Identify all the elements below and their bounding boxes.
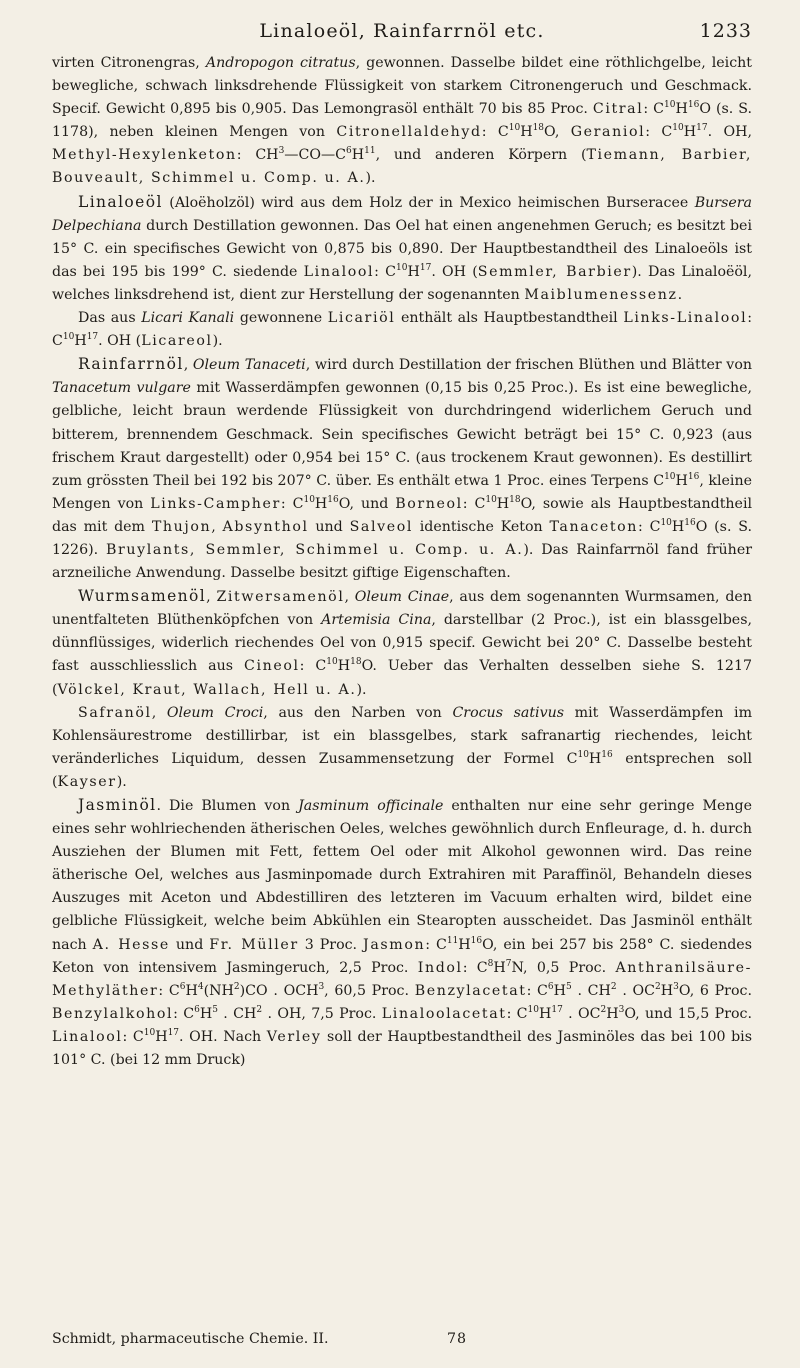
formula-index: 10 [508, 123, 521, 134]
formula-index: 10 [577, 749, 589, 760]
text-run: mit Wasserdämpfen gewonnen (0,15 bis 0,25 Proc.). Es ist eine bewegliche, gelbliche, leicht braun werdende Flüssigkeit von durchdringend widerlichem Geruch und bitterem, brennendem Geschmack. Sein specifisches Gewicht beträgt bei 15° C. 0,923 (aus frischem Kraut dargestellt) oder 0,954 bei 15° C. (aus trockenem Kraut gewonnen). Es destillirt zum grössten Theil bei 192 bis 207° C. über. Es enthält etwa 1 Proc. eines Terpens C [52, 380, 753, 489]
formula-index: 18 [350, 657, 362, 668]
formula-index: 6 [346, 146, 352, 157]
text-run: . Die Blumen von [156, 798, 299, 814]
spaced-term: Bruylants, Semmler, Schimmel u. Comp. u. A. [106, 541, 524, 558]
text-run: . OH, 7,5 Proc. [262, 1005, 382, 1022]
text-run: und [308, 518, 350, 535]
formula-index: 16 [470, 935, 483, 946]
latin-name: Andropogon citratus [205, 55, 356, 71]
text-run: . OC [562, 1005, 601, 1022]
spaced-term: Absynthol [222, 518, 309, 535]
entry-heading: Jasminöl [78, 796, 157, 814]
formula-index: 11 [446, 935, 459, 946]
formula-index: 3 [318, 981, 325, 992]
formula-index: 17 [551, 1004, 563, 1015]
spaced-term: Semmler, Barbier [477, 263, 632, 280]
spaced-term: Kayser [57, 773, 117, 790]
text-run: H [185, 982, 198, 999]
text-run: N, 0,5 Proc. [511, 959, 616, 976]
text-run: H [675, 101, 688, 118]
text-run: ). [365, 170, 376, 187]
formula-index: 2 [256, 1004, 263, 1015]
formula-index: 10 [303, 494, 315, 505]
page-footer [52, 1331, 752, 1353]
latin-name: Bursera Delpechiana [52, 194, 752, 234]
text-run: (Aloëholzöl) wird aus dem Holz der in Mexico heimischen Burseracee [162, 194, 695, 211]
text-run: enthält als Hauptbestandtheil [395, 310, 624, 327]
spaced-term: Anthranilsäure-Methyläther [52, 959, 752, 999]
page-number: 1233 [699, 20, 752, 42]
entry-heading: Rainfarrnöl [78, 355, 184, 374]
text-run: . CH [571, 982, 611, 999]
latin-name: Licari Kanali [141, 310, 235, 327]
formula-index: 16 [684, 517, 696, 528]
text-run: H [458, 936, 471, 953]
latin-name: Tanacetum vulgare [52, 380, 191, 397]
text-run: O, sowie als Hauptbestandtheil das mit dem [52, 495, 753, 535]
formula-index: 3 [618, 1004, 625, 1015]
formula-index: 10 [527, 1004, 539, 1015]
formula-index: 16 [687, 100, 700, 111]
text-run: . OH. Nach [179, 1028, 267, 1045]
spaced-term: Linalool [303, 263, 375, 280]
body-text [52, 52, 752, 1072]
spaced-term: Borneol [395, 495, 463, 512]
spaced-term: Benzylacetat [414, 982, 527, 999]
spaced-term: Tiemann, Barbier, Bouveault, Schimmel u. Comp. u. A. [52, 147, 752, 187]
text-run: : C [481, 124, 509, 141]
formula-index: 10 [62, 332, 75, 343]
text-run: : C [280, 495, 304, 512]
text-run: O, und 15,5 Proc. [624, 1005, 752, 1022]
text-run: . OH ( [431, 263, 478, 280]
text-run: : C [526, 982, 548, 999]
text-run: H [496, 495, 510, 512]
text-run: H [337, 658, 351, 675]
text-run: soll der Hauptbestandtheil des Jasminöles das bei 100 bis 101° C. (bei 12 mm Druck) [52, 1028, 752, 1069]
text-run: mit Wasserdämpfen im Kohlensäurestrome destillirbar, ist ein blassgelbes, stark safranartig riechendes, leicht veränderliches Liquidum, dessen Zusammensetzung der Formel C [52, 704, 753, 767]
paragraph [52, 702, 752, 794]
text-run: , gewonnen. Dasselbe bildet eine röthlichgelbe, leicht bewegliche, schwach linksdrehende Flüssigkeit von starkem Citronengeruch und Geschmack. Specif. Gewicht 0,895 bis 0,905. Das Lemongrasöl enthält 70 bis 85 Proc. [52, 55, 752, 118]
formula-index: 16 [687, 471, 700, 482]
text-run: O, ein bei 257 bis 258° C. siedendes Keton von intensivem Jasmingeruch, 2,5 Proc. [52, 936, 752, 976]
spaced-term: Salveol [349, 518, 413, 535]
text-run: , [151, 704, 167, 721]
text-run: Das aus [78, 310, 142, 327]
paragraph [52, 794, 752, 1072]
spaced-term: Fr. Müller [209, 936, 299, 953]
latin-name: Artemisia Cina [321, 612, 432, 629]
latin-name: Oleum Cinae [354, 589, 450, 606]
text-run: ). Das Linaloëöl, welches linksdrehend ist, dient zur Herstellung der sogenannten [52, 263, 752, 303]
text-run: ). Das Rainfarrnöl fand früher arzneiliche Anwendung. Dasselbe besitzt giftige Eigenschaften. [52, 541, 752, 582]
text-run: , [344, 589, 355, 606]
text-run: : C [638, 518, 661, 535]
formula-index: 3 [278, 146, 285, 157]
formula-index: 10 [672, 123, 684, 134]
latin-name: Crocus sativus [452, 704, 565, 721]
spaced-term: Geraniol [570, 124, 646, 141]
text-run: O (s. S. 1226). [52, 518, 752, 558]
text-run: durch Destillation gewonnen. Das Oel hat einen angenehmen Geruch; es besitzt bei 15° C. ein specifisches Gewicht von 0,875 bis 0,890. Der Hauptbestandtheil des Linaloeöls ist das bei 195 bis 199° C. siedende [52, 217, 752, 280]
formula-index: 10 [326, 657, 338, 668]
text-run: H [155, 1028, 168, 1045]
text-run: H [351, 147, 365, 164]
footer-imprint: Schmidt, pharmaceutische Chemie. II. [52, 1331, 329, 1347]
formula-index: 2 [600, 1004, 607, 1015]
text-run: (NH [203, 982, 234, 999]
text-run: : C [645, 124, 673, 141]
text-run: : C [122, 1028, 144, 1045]
spaced-term: Citronellaldehyd [336, 124, 482, 141]
text-run: , [211, 518, 223, 535]
formula-index: 2 [610, 981, 617, 992]
text-run: ). [212, 333, 223, 350]
text-run: , kleine Mengen von [52, 472, 753, 512]
spaced-term: Völckel, Kraut, Wallach, Hell u. A. [57, 681, 357, 698]
text-run: H [675, 472, 688, 489]
text-run: : C [374, 263, 397, 280]
text-run: , 60,5 Proc. [324, 982, 415, 999]
formula-index: 5 [212, 1004, 218, 1015]
text-run: O, [544, 124, 571, 141]
spaced-term: Links-Campher [150, 495, 281, 512]
text-run: entsprechen soll ( [52, 750, 752, 790]
text-run: . [677, 286, 683, 303]
text-run: H [671, 518, 685, 535]
text-run: : C [425, 936, 447, 953]
text-run: , [206, 589, 217, 606]
text-run: H [683, 124, 697, 141]
paragraph [52, 307, 752, 353]
formula-index: 10 [396, 262, 408, 273]
formula-index: 16 [601, 749, 613, 760]
formula-index: 10 [660, 517, 672, 528]
entry-heading: Linaloeöl [78, 192, 163, 211]
signature-mark: 78 [447, 1331, 468, 1347]
spaced-term: Licareol [141, 333, 213, 350]
text-run: . OH, [707, 124, 752, 141]
formula-index: 5 [566, 981, 572, 992]
formula-index: 2 [233, 981, 240, 992]
text-run: , darstellbar (2 Proc.), ist ein blassgelbes, dünnflüssiges, widerlich riechendes Oel von 0,915 specif. Gewicht bei 20° C. Dasselbe besteht fast ausschliesslich aus [52, 612, 752, 675]
text-run: H [74, 333, 87, 350]
formula-index: 7 [505, 958, 512, 969]
text-run: O. Ueber das Verhalten desselben siehe S. 1217 ( [52, 658, 753, 698]
text-run: H [539, 1005, 552, 1022]
spaced-term: Methyl-Hexylenketon [52, 147, 237, 164]
formula-index: 17 [419, 262, 432, 273]
text-run: : C [462, 495, 486, 512]
formula-index: 2 [655, 981, 661, 992]
text-run: )CO . OCH [239, 982, 319, 999]
spaced-term: Linalool [52, 1028, 123, 1045]
text-run: identische Keton [412, 518, 550, 535]
text-run: H [520, 124, 533, 141]
paragraph [52, 353, 752, 585]
paragraph [52, 585, 752, 701]
spaced-term: A. Hesse [92, 936, 170, 953]
spaced-term: Thujon [151, 518, 212, 535]
formula-index: 17 [86, 332, 99, 343]
text-run: : C [299, 658, 327, 675]
spaced-term: Linaloolacetat [381, 1005, 507, 1022]
text-run: H [606, 1005, 619, 1022]
text-run: H [199, 1005, 213, 1022]
text-run: . OC [616, 982, 656, 999]
text-run: , wird durch Destillation der frischen Blüthen und Blätter von [305, 357, 752, 374]
text-run: H [314, 495, 328, 512]
spaced-term: Licariöl [327, 310, 396, 327]
formula-index: 6 [547, 981, 554, 992]
text-run: : C [643, 101, 665, 118]
text-run: : C [52, 310, 752, 350]
spaced-term: Zitwersamenöl [216, 589, 345, 606]
text-run: virten Citronengras, [52, 55, 206, 71]
text-run: : CH [236, 147, 279, 164]
formula-index: 18 [509, 494, 521, 505]
spaced-term: Verley [266, 1028, 322, 1045]
spaced-term: Tanaceton [549, 518, 639, 535]
latin-name: Jasminum officinale [298, 798, 444, 814]
text-run: H [407, 263, 420, 280]
text-run: und [169, 936, 210, 953]
text-run: O (s. S. 1178), neben kleinen Mengen von [52, 101, 752, 141]
text-run: H [660, 982, 674, 999]
formula-index: 16 [327, 494, 339, 505]
running-header [52, 18, 752, 52]
formula-index: 18 [532, 123, 545, 134]
formula-index: 10 [664, 100, 676, 111]
text-run: gewonnene [234, 310, 328, 327]
text-run: : C [158, 982, 180, 999]
spaced-term: Jasmon [363, 936, 426, 953]
entry-heading: Wurmsamenöl [78, 587, 207, 606]
text-run: : C [173, 1005, 195, 1022]
text-run: ). [356, 681, 367, 698]
spaced-term: Citral [592, 101, 644, 118]
text-run: —CO—C [284, 147, 347, 164]
text-run: ). [116, 773, 127, 790]
spaced-term: Indol [417, 959, 463, 976]
spaced-term: Cineol [244, 658, 300, 675]
spaced-term: Safranöl [78, 704, 152, 721]
text-run: H [553, 982, 567, 999]
text-run: , und anderen Körpern ( [375, 147, 587, 164]
formula-index: 10 [485, 494, 497, 505]
formula-index: 6 [179, 981, 186, 992]
formula-index: 10 [664, 471, 676, 482]
text-run: H [588, 750, 602, 767]
formula-index: 10 [143, 1027, 156, 1038]
text-run: O, 6 Proc. [678, 982, 752, 999]
text-run: , aus dem sogenannten Wurmsamen, den unentfalteten Blüthenköpfchen von [52, 589, 752, 629]
text-run: , aus den Narben von [263, 704, 453, 721]
text-run: , [183, 357, 193, 374]
formula-index: 4 [197, 981, 204, 992]
spaced-term: Maiblumenessenz [524, 286, 678, 303]
paragraph [52, 52, 752, 191]
formula-index: 3 [673, 981, 679, 992]
text-run: H [493, 959, 506, 976]
latin-name: Oleum Croci [166, 704, 264, 721]
formula-index: 17 [167, 1027, 180, 1038]
paragraph [52, 191, 752, 307]
text-run: O, und [338, 495, 396, 512]
latin-name: Oleum Tanaceti [192, 357, 306, 374]
spaced-term: Benzylalkohol [52, 1005, 174, 1022]
text-run: . OH ( [98, 333, 142, 350]
text-run: 3 Proc. [298, 936, 364, 953]
running-title: Linaloeöl, Rainfarrnöl etc. [259, 20, 545, 42]
formula-index: 8 [487, 958, 494, 969]
formula-index: 11 [364, 146, 376, 157]
text-run: : C [506, 1005, 528, 1022]
spaced-term: Links-Linalool [623, 310, 748, 327]
formula-index: 6 [194, 1004, 200, 1015]
formula-index: 17 [696, 123, 708, 134]
text-run: : C [462, 959, 488, 976]
text-run: enthalten nur eine sehr geringe Menge eines sehr wohlriechenden ätherischen Oeles, welches gewöhnlich durch Enfleurage, d. h. durch Ausziehen der Blumen mit Fett, fettem Oel oder mit Alkohol gewonnen wird. Das reine ätherische Oel, welches aus Jasminpomade durch Extrahiren mit Paraffinöl, Behandeln dieses Auszuges mit Aceton und Abdestilliren des letzteren im Vacuum erhalten wird, bildet eine gelbliche Flüssigkeit, welche beim Abkühlen ein Stearopten ausscheidet. Das Jasminöl enthält nach [52, 798, 752, 953]
text-run: . CH [217, 1005, 257, 1022]
